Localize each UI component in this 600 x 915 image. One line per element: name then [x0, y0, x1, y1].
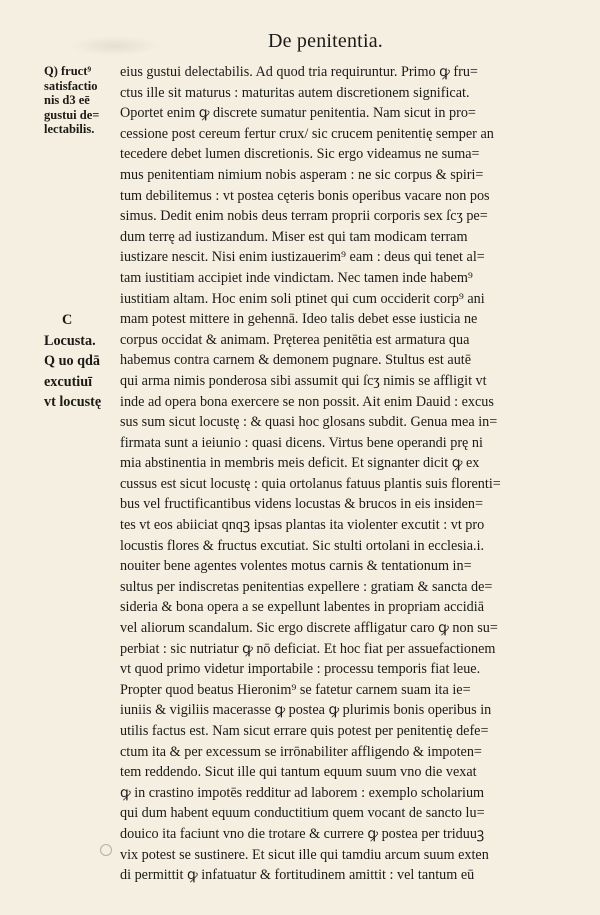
text-line: tes vt eos abiiciat qnqꝫ ipsas plantas ita violenter excutit : vt pro: [120, 517, 485, 534]
text-line: vt quod primo videtur importabile : processu temporis fiat leue.: [120, 661, 481, 678]
text-line: locustis flores & fructus excutiat. Sic stulti ortolani in ecclesia.i.: [120, 537, 485, 554]
text-line: perbiat : sic nutriatur ꝙ nō deficiat. Et hoc fiat per assuefactionem: [120, 640, 496, 657]
text-line: tem reddendo. Sicut ille qui tantum equum suum vno die vexat: [120, 764, 477, 781]
text-line: tum debilitemus : vt postea cęteris bonis operibus vacare non pos: [120, 187, 490, 204]
marginal-excutiur: excutiuī: [44, 373, 93, 390]
text-line: iustitiam altam. Hoc enim soli ptinet qui cum occiderit corp⁹ ani: [120, 290, 485, 307]
text-line: mam potest mittere in gehennā. Ideo talis debet esse iusticia ne: [120, 311, 478, 328]
text-line: firmata sunt a ieiunio : quasi dicens. Virtus bene operandi prę ni: [120, 434, 483, 451]
marginal-gloss: [44, 64, 120, 137]
text-line: utilis factus est. Nam sicut errare quis potest per penitentię defe=: [120, 723, 489, 739]
text-line: di permittit ꝙ infatuatur & fortitudinem amittit : vel tantum eū: [120, 867, 475, 884]
text-line: eius gustui delectabilis. Ad quod tria requiruntur. Primo ꝙ fru=: [120, 64, 478, 80]
text-line: inde ad opera bona exercere se non possit. Ait enim Dauid : excus: [120, 393, 494, 410]
text-line: vix potest se sustinere. Et sicut ille qui tamdiu arcum suum exten: [120, 846, 489, 863]
text-line: qui arma nimis ponderosa sibi assumit qui ſcʒ nimis se affligit vt: [120, 372, 487, 389]
text-line: cessione post cereum fertur crux/ sic crucem penitentię semper an: [120, 125, 494, 142]
text-line: Propter quod beatus Hieronim⁹ se fatetur carnem suam ita ie=: [120, 681, 471, 698]
text-line: vel aliorum scandalum. Sic ergo discrete affligatur caro ꝙ non su=: [120, 620, 498, 637]
text-line: dum terrę ad iustizandum. Miser est qui tam modicam terram: [120, 228, 468, 245]
text-line: Oportet enim ꝙ discrete sumatur penitentia. Nam sicut in pro=: [120, 105, 476, 122]
body-text: [120, 62, 568, 886]
gloss-line: gustui de=: [44, 107, 100, 122]
marginal-quo-qda: Q uo qdā: [44, 353, 100, 370]
running-header: De penitentia.: [268, 30, 383, 52]
text-line: tecedere debet lumen discretionis. Sic ergo videamus ne suma=: [120, 146, 480, 163]
gloss-line: nis d3 eē: [44, 93, 90, 108]
gloss-line: lectabilis.: [44, 122, 95, 137]
text-line: ctum ita & per excessum se irrōnabiliter affligendo & impoten=: [120, 743, 482, 760]
text-line: iustizare nescit. Nisi enim iustizauerim⁹ eam : deus qui tenet al=: [120, 249, 485, 266]
marginal-notes: [44, 310, 120, 413]
marginal-ut-locuste: vt locustę: [44, 394, 102, 411]
text-line: nouiter bene agentes volentes motus carnis & tentationum in=: [120, 558, 472, 575]
text-line: sultus per indiscretas penitentias expellere : gratiam & sancta de=: [120, 578, 493, 595]
marginal-locusta: Locusta.: [44, 332, 96, 349]
text-line: mus penitentiam nimium nobis asperam : ne sic corpus & spiri=: [120, 166, 484, 183]
marginal-letter-c: C: [62, 312, 73, 328]
text-line: ctus ille sit maturus : maturitas autem discretionem significat.: [120, 84, 470, 101]
text-line: sideria & bona opera a se expellunt labentes in propriam accidiā: [120, 599, 485, 616]
text-line: ꝙ in crastino impotēs redditur ad laborem : exemplo scholarium: [120, 784, 485, 801]
text-line: douico ita faciunt vno die trotare & currere ꝙ postea per triduuꝫ: [120, 825, 485, 842]
gloss-line: Q) fruct⁹: [44, 64, 92, 78]
text-line: habemus contra carnem & demonem pugnare. Stultus est autē: [120, 352, 472, 369]
text-line: bus vel fructificantibus videns locustas & brucos in eis insiden=: [120, 496, 484, 513]
ink-bleed-through: [70, 36, 160, 56]
text-line: corpus occidat & animam. Pręterea penitētia est armatura qua: [120, 331, 470, 348]
text-line: mia abstinentia in membris meis deficit. Et signanter dicit ꝙ ex: [120, 455, 480, 472]
gloss-line: satisfactio: [44, 78, 98, 93]
text-line: sus sum sicut locustę : & quasi hoc glosans subdit. Genua mea in=: [120, 414, 498, 431]
text-line: cussus est sicut locustę : quia ortolanus fatuus plantis suis florenti=: [120, 475, 501, 492]
text-line: iuniis & vigiliis macerasse ꝙ postea ꝙ plurimis bonis operibus in: [120, 702, 492, 719]
text-line: simus. Dedit enim nobis deus terram proprii corporis sex ſcʒ pe=: [120, 208, 488, 225]
paper-stain-mark: [100, 844, 112, 856]
text-line: tam iustitiam accipiet inde vindictam. Nec tamen inde habem⁹: [120, 269, 473, 286]
text-line: qui dum habent equum conductitium quem vocant de sancto lu=: [120, 805, 485, 822]
